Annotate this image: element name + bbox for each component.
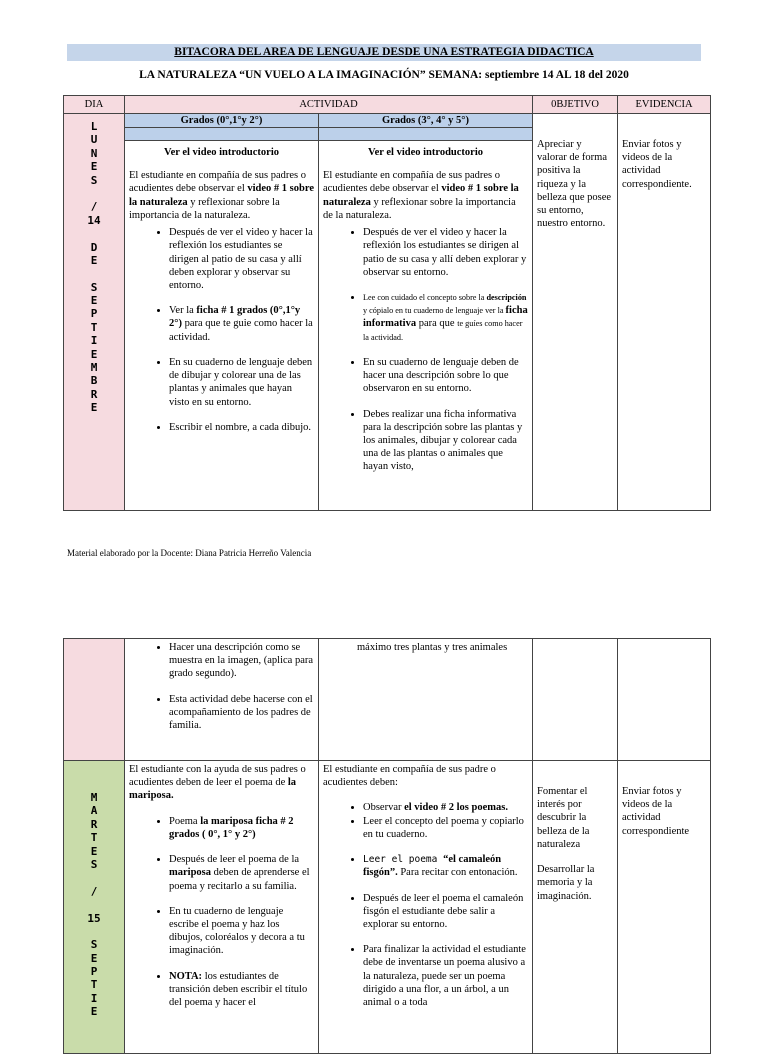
day-cell-continuation — [64, 639, 125, 761]
document-title: BITACORA DEL AREA DE LENGUAJE DESDE UNA ESTRATEGIA DIDACTICA — [67, 44, 701, 61]
continuation-activity-a — [125, 639, 319, 761]
bitacora-table-page2 — [63, 638, 711, 1054]
day-cell-lunes — [64, 114, 125, 511]
continuation-row — [64, 639, 711, 761]
list-item: • Después de leer el poema el camaleón fisgón el estudiante debe salir a explorar su entorno. — [363, 892, 528, 932]
day-letter: T — [90, 978, 98, 992]
header-objetivo: 0BJETIVO — [533, 96, 618, 114]
intro-video-b: Ver el video introductorio — [368, 147, 484, 158]
martes-activity-grades-b — [319, 761, 533, 1054]
day-letter: N — [90, 146, 98, 160]
day-letter: D — [90, 240, 98, 254]
objetivo-text-2: Desarrollar la memoria y la imaginación. — [537, 864, 595, 902]
day-letter — [68, 187, 120, 200]
list-item: • Después de ver el video y hacer la reflexión los estudiantes se dirigen al patio de su casa y allí deben explorar y observar su entorno. — [363, 226, 528, 279]
header-dia: DIA — [64, 96, 125, 114]
grades-header-b: Grados (3°, 4° y 5°) — [319, 114, 533, 141]
day-letter: E — [90, 253, 98, 267]
day-letter: E — [90, 951, 98, 965]
day-letter: E — [90, 844, 98, 858]
day-letter: B — [90, 374, 98, 388]
day-letter: I — [90, 991, 98, 1005]
activity-list — [129, 815, 314, 1010]
grades-header-a: Grados (0°,1°y 2°) — [125, 114, 319, 141]
document-footer: Material elaborado por la Docente: Diana Patricia Herreño Valencia — [67, 548, 312, 558]
list-item: • En tu cuaderno de lenguaje escribe el poema y haz los dibujos, coloréalos y decora a tu imaginación. — [169, 905, 314, 958]
list-item: • Observar el video # 2 los poemas. — [363, 801, 528, 814]
list-item: • Lee con cuidado el concepto sobre la descripción y cópialo en tu cuaderno de lenguaje ver la ficha informativa para que te guíes como hacer la actividad. — [363, 291, 528, 344]
day-letter: S — [90, 857, 98, 871]
day-letter: S — [90, 280, 98, 294]
list-item: • Esta actividad debe hacerse con el acompañamiento de los padres de familia. — [169, 693, 314, 733]
day-letter: S — [90, 938, 98, 952]
evidencia-martes: Enviar fotos y videos de la actividad correspondiente — [618, 761, 711, 1054]
day-letter: 14 — [87, 213, 101, 227]
day-letter: E — [90, 294, 98, 308]
day-letter: M — [90, 361, 98, 375]
day-letter: P — [90, 307, 98, 321]
day-letter: I — [90, 334, 98, 348]
day-letter: E — [90, 347, 98, 361]
day-letter: 15 — [87, 911, 101, 925]
continuation-evidencia — [618, 639, 711, 761]
day-letter: E — [90, 160, 98, 174]
bitacora-table-page1 — [63, 95, 711, 511]
list-item: • Poema la mariposa ficha # 2 grados ( 0°, 1° y 2°) — [169, 815, 314, 841]
list-item: • Hacer una descripción como se muestra en la imagen, (aplica para grado segundo). — [169, 641, 314, 681]
document-subtitle: LA NATURALEZA “UN VUELO A LA IMAGINACIÓN” SEMANA: septiembre 14 AL 18 del 2020 — [139, 69, 629, 81]
day-letter: M — [90, 791, 98, 804]
day-letter: A — [90, 804, 98, 818]
day-letter: / — [90, 884, 98, 898]
day-letter: T — [90, 831, 98, 845]
lunes-activity-grades-b — [319, 141, 533, 511]
day-letter: R — [90, 387, 98, 401]
martes-content-row — [64, 761, 711, 1054]
list-item: • NOTA: los estudiantes de transición deben escribir el título del poema y hacer el — [169, 970, 314, 1010]
day-cell-martes — [64, 761, 125, 1054]
paragraph: El estudiante en compañía de sus padre o acudientes deben: — [323, 764, 496, 789]
list-item: • Para finalizar la actividad el estudiante debe de inventarse un poema alusivo a la naturaleza, puede ser un poema dirigido a una flor, a un árbol, a un animal o a toda — [363, 943, 528, 1009]
evidencia-lunes: Enviar fotos y videos de la actividad correspondiente. — [618, 114, 711, 511]
header-actividad: ACTIVIDAD — [125, 96, 533, 114]
list-item: • Ver la ficha # 1 grados (0°,1°y 2°) para que te guie como hacer la actividad. — [169, 304, 314, 344]
objetivo-martes — [533, 761, 618, 1054]
day-letter: U — [90, 133, 98, 147]
continuation-activity-b: máximo tres plantas y tres animales — [319, 639, 533, 761]
day-letter: E — [90, 401, 98, 415]
day-letter — [68, 871, 120, 884]
day-letter: R — [90, 817, 98, 831]
day-letter — [68, 227, 120, 240]
activity-list — [323, 801, 528, 1009]
day-letter: P — [90, 965, 98, 979]
intro-video-a: Ver el video introductorio — [163, 147, 279, 158]
paragraph: El estudiante en compañía de sus padres o acudientes debe observar el video # 1 sobre la naturaleza y reflexionar sobre la importancia de la naturaleza. — [323, 170, 519, 221]
list-item: • Leer el concepto del poema y copiarlo en tu cuaderno. — [363, 815, 528, 841]
activity-list — [129, 641, 314, 732]
grades-row — [64, 114, 711, 141]
day-letter: T — [90, 320, 98, 334]
day-letter: / — [90, 200, 98, 214]
list-item: • Leer el poema “el camaleón fisgón”. Para recitar con entonación. — [363, 853, 528, 879]
objetivo-text-1: Fomentar el interés por descubrir la belleza de la naturaleza — [537, 786, 590, 850]
list-item: • Después de leer el poema de la mariposa deben de aprenderse el poema y recitarlo a su familia. — [169, 853, 314, 893]
paragraph: El estudiante en compañía de sus padres o acudientes debe observar el video # 1 sobre la naturaleza y reflexionar sobre la importancia de la naturaleza. — [129, 170, 314, 221]
list-item: • Escribir el nombre, a cada dibujo. — [169, 421, 314, 434]
day-letter — [68, 898, 120, 911]
objetivo-lunes: Apreciar y valorar de forma positiva la riqueza y la belleza que posee su entorno, nuestro entorno. — [533, 114, 618, 511]
list-item: • Debes realizar una ficha informativa para la descripción sobre las plantas y los animales, dibujar y colorear cada una de las plantas o animales que hayan visto, — [363, 408, 528, 474]
header-evidencia: EVIDENCIA — [618, 96, 711, 114]
list-item: • Después de ver el video y hacer la reflexión los estudiantes se dirigen al patio de su casa y allí deben explorar y observar su entorno. — [169, 226, 314, 292]
paragraph: El estudiante con la ayuda de sus padres o acudientes deben de leer el poema de la mariposa. — [129, 764, 306, 802]
table-header-row — [64, 96, 711, 114]
day-letter: L — [90, 120, 98, 133]
lunes-activity-grades-a — [125, 141, 319, 511]
list-item: • En su cuaderno de lenguaje deben de hacer una descripción sobre lo que observaron en su entorno. — [363, 356, 528, 396]
martes-activity-grades-a — [125, 761, 319, 1054]
day-letter: E — [90, 1005, 98, 1019]
activity-list — [323, 226, 528, 474]
list-item: • En su cuaderno de lenguaje deben de dibujar y colorear una de las plantas y animales que hayan visto en su entorno. — [169, 356, 314, 409]
day-letter: S — [90, 173, 98, 187]
day-letter — [68, 267, 120, 280]
activity-list — [129, 226, 314, 434]
continuation-objetivo — [533, 639, 618, 761]
day-letter — [68, 925, 120, 938]
